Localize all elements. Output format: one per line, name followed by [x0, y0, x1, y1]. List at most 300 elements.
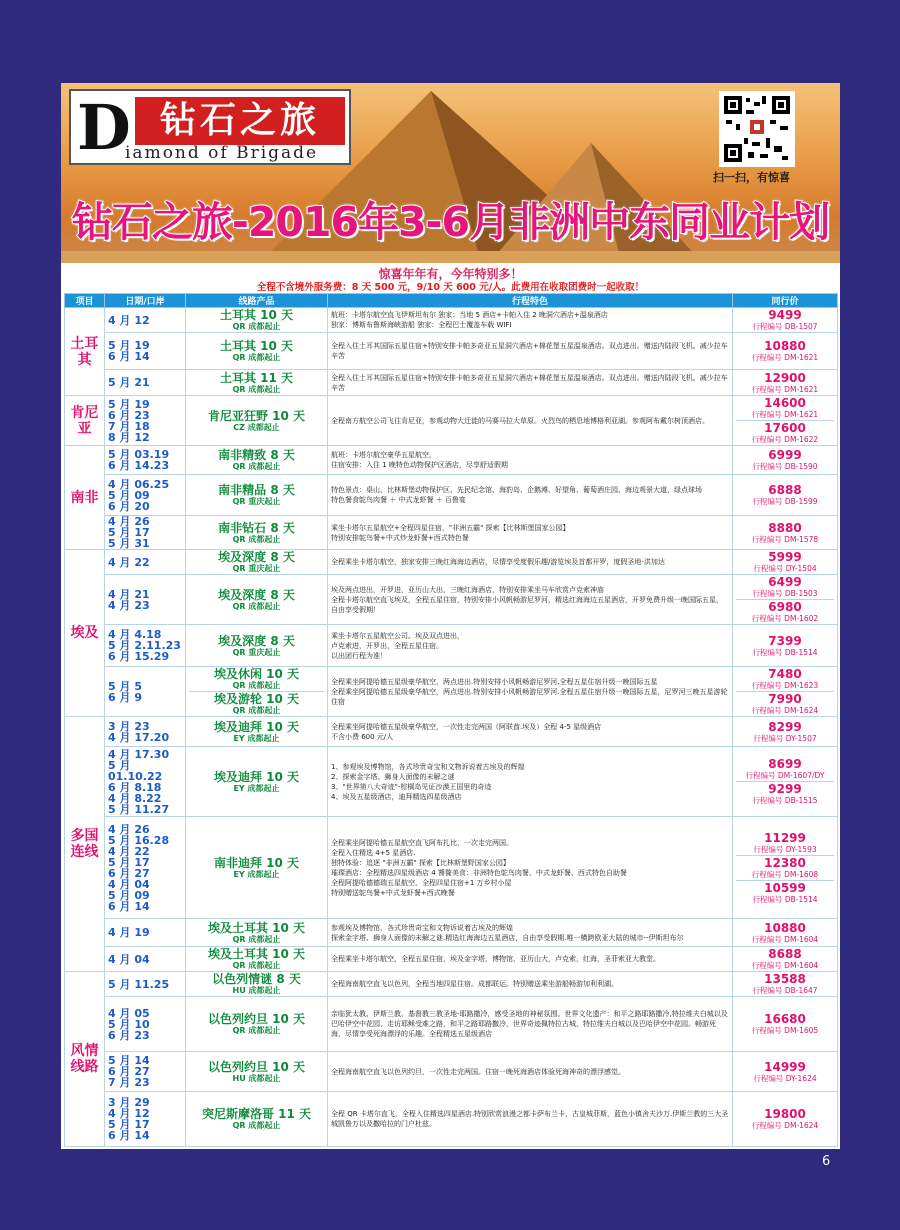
product-item[interactable]: [189, 720, 324, 744]
product-name: 南非迪拜 10 天: [213, 855, 300, 870]
itinerary-code: 行程编号 DM-1608: [751, 869, 819, 879]
product-airline: CZ 成都起止: [233, 422, 280, 432]
price-cell: [733, 817, 838, 919]
product-airline: QR 成都起止: [232, 1026, 281, 1035]
departure-date: 6 月 15.29: [108, 650, 170, 663]
price-cell: [733, 550, 838, 575]
itinerary-code: 行程编号 DM-1604: [751, 934, 819, 944]
price-value: 6499: [768, 575, 802, 589]
price-value: 14600: [764, 396, 806, 410]
product-name: 埃及深度 8 天: [218, 550, 295, 564]
product-cell: [186, 919, 328, 947]
departure-date: 4 月 12: [108, 1107, 150, 1120]
price-value: 8699: [768, 757, 802, 771]
service-fee-notice: 全程不含境外服务费：8 天 500 元，9/10 天 600 元/人。此费用在收取团费时一起收取！: [256, 282, 645, 293]
table-row: [65, 396, 838, 446]
itinerary-code: 行程编号 DB-1514: [752, 894, 818, 904]
price-block: [736, 575, 834, 599]
departure-date: 5 月 16.28: [108, 833, 170, 847]
departure-date: 5 月 2.11.23: [108, 639, 181, 652]
product-airline: QR 成都起止: [232, 534, 281, 544]
price-value: 9499: [768, 308, 802, 322]
product-airline: QR 成都起止: [232, 601, 281, 611]
price-value: 12900: [764, 370, 806, 385]
price-cell: [733, 667, 838, 717]
price-value: 17600: [764, 421, 806, 435]
col-dates: 日期/口岸: [105, 294, 186, 308]
price-cell: [733, 1092, 838, 1147]
price-block: [736, 634, 834, 658]
itinerary-code: 行程编号 DM-1602: [751, 614, 819, 623]
departure-date: 5 月 09: [108, 888, 150, 902]
table-header-row: [65, 294, 838, 308]
itinerary-features: [328, 625, 733, 667]
product-item[interactable]: [189, 1060, 324, 1084]
product-name: 土耳其 10 天: [219, 339, 294, 353]
itinerary-code: 行程编号 DM-1605: [751, 1026, 819, 1035]
itinerary-code: 行程编号 DM-1607/DY: [745, 771, 825, 780]
product-item[interactable]: [189, 856, 324, 880]
price-cell: [733, 919, 838, 947]
departure-date: 5 月 17: [108, 526, 150, 539]
product-name: 南非精致 8 天: [218, 448, 295, 462]
product-item[interactable]: [189, 483, 324, 507]
product-airline: QR 成都起止: [232, 934, 281, 944]
product-item[interactable]: [189, 1012, 324, 1036]
itinerary-code: 行程编号 DB-1647: [752, 986, 818, 995]
itinerary-code: 行程编号 DB-1599: [752, 497, 818, 506]
table-row: [65, 919, 838, 947]
price-block: [736, 757, 834, 781]
price-value: 5999: [768, 550, 802, 564]
product-airline: QR 重庆起止: [232, 497, 281, 506]
departure-date: 7 月 18: [108, 419, 150, 433]
price-block: [736, 720, 834, 744]
product-item[interactable]: [189, 1107, 324, 1131]
itinerary-features: [328, 1092, 733, 1147]
itinerary-code: 行程编号 DY-1507: [753, 733, 817, 743]
features-text: 全程乘坐阿提哈德五星级豪华航空，两点进出.特别安排小风帆畅游尼罗河.全程五星住宿升级一晚国际五星 全程乘坐阿提哈德五星级豪华航空，两点进出.特别安排小风帆畅游尼罗河.全程五星住宿升级一晚国际五星，尼罗河三晚五星游轮住宿: [331, 677, 728, 706]
table-row: [65, 817, 838, 919]
departure-date: 5 月 10: [108, 1017, 150, 1031]
itinerary-code: 行程编号 DY-1593: [753, 844, 817, 854]
price-block: [736, 420, 834, 445]
product-name: 埃及休闲 10 天: [213, 667, 300, 681]
departure-date: 3 月 29: [108, 1096, 150, 1109]
logo-chinese-name: 钻石之旅: [135, 97, 345, 145]
itinerary-features: [328, 396, 733, 446]
departure-date: 4 月 23: [108, 598, 150, 612]
product-airline: QR 成都起止: [232, 322, 281, 331]
price-value: 7480: [768, 667, 802, 681]
features-text: 航班：卡塔尔航空直飞伊斯坦布尔 独家：当地 5 酒店+卡帕入住 2 晚洞穴酒店+温泉酒店 独家：博斯布鲁斯海峡游船 独家：全程巴士覆盖车载 WIFI: [331, 311, 608, 329]
departure-date: 4 月 04: [108, 877, 150, 891]
itinerary-features: [328, 747, 733, 817]
price-block: [736, 339, 834, 363]
page-number: 6: [822, 1154, 831, 1169]
dates-cell: [105, 446, 186, 475]
dates-cell: [105, 1052, 186, 1092]
header-banner: [61, 83, 840, 263]
product-cell: [186, 1052, 328, 1092]
departure-date: 4 月 19: [108, 926, 150, 939]
features-text: 全程乘坐卡塔尔航空，独家安排三晚红海海边酒店，尽情享受度假乐趣/游览埃及首都开罗，度假圣地-洪加达: [331, 558, 665, 566]
table-row: [65, 717, 838, 747]
departure-date: 4 月 17.20: [108, 730, 170, 744]
product-airline: QR 重庆起止: [232, 564, 281, 573]
price-value: 8688: [768, 947, 802, 961]
features-text: 全程南方航空公司飞往肯尼亚，参观动物大迁徙的马赛马拉大草原。火烈鸟的栖息地博格利亚湖。参观阿布戴尔树顶酒店。: [331, 416, 709, 425]
product-item[interactable]: [189, 521, 324, 545]
product-airline: EY 成都起止: [233, 783, 280, 793]
price-cell: [733, 575, 838, 625]
product-airline: QR 成都起止: [232, 1121, 281, 1130]
product-cell: [186, 333, 328, 370]
dates-cell: [105, 1092, 186, 1147]
table-row: [65, 575, 838, 625]
features-text: 航班：卡塔尔航空豪华五星航空， 住宿安排：入住 1 晚特色动物保护区酒店，尽享舒适假期: [331, 451, 508, 469]
itinerary-code: 行程编号 DM-1604: [751, 961, 819, 970]
price-block: [736, 667, 834, 691]
product-cell: [186, 308, 328, 333]
product-airline: QR 成都起止: [232, 353, 281, 362]
table-body: [65, 308, 838, 1147]
price-value: 16680: [764, 1012, 806, 1026]
itinerary-features: [328, 947, 733, 972]
product-item[interactable]: [189, 409, 324, 433]
departure-date: 5 月 01.10.22: [108, 758, 163, 783]
departure-date: 4 月 22: [108, 555, 150, 569]
product-cell: [186, 550, 328, 575]
features-text: 全程乘坐阿提哈德五星航空直飞阿布扎比，一次走完两国。 全程入住精选 4+5 星酒店. 独特体验：追逐 "非洲五霸" 探索【比林斯堡野国家公园】 璀璨酒店：全程精选四星级酒店 4 饕餮美食：非洲特色鸵鸟肉餐、中式龙虾餐、西式特色自助餐 全程阿提哈德德瑞五星航空，全程四星住宿+1 万乡村小屋 特别赠送鸵鸟餐+中式龙虾餐+西式晚餐: [331, 838, 627, 897]
price-block: [736, 371, 834, 395]
price-cell: [733, 516, 838, 550]
product-airline: QR 重庆起止: [232, 647, 281, 657]
departure-date: 5 月 03.19: [108, 448, 170, 461]
itinerary-code: 行程编号 DM-1624: [751, 706, 819, 715]
product-name: 埃及深度 8 天: [218, 587, 295, 602]
itinerary-code: 行程编号 DM-1621: [751, 410, 819, 419]
dates-cell: [105, 370, 186, 396]
price-block: [736, 855, 834, 880]
features-text: 全程海南航空直飞以色列，全程当地四星住宿。成都联运。特别赠送乘坐游船畅游加利利湖。: [331, 980, 618, 988]
price-cell: [733, 972, 838, 997]
dates-cell: [105, 396, 186, 446]
product-name: 埃及迪拜 10 天: [213, 719, 300, 734]
product-name: 南非钻石 8 天: [218, 520, 295, 535]
price-cell: [733, 308, 838, 333]
departure-date: 6 月 23: [108, 408, 150, 422]
product-item[interactable]: [189, 634, 324, 658]
product-airline: EY 成都起止: [233, 733, 280, 743]
product-name: 埃及土耳其 10 天: [207, 920, 306, 935]
dates-cell: [105, 516, 186, 550]
price-cell: [733, 475, 838, 516]
product-name: 以色列约旦 10 天: [207, 1012, 306, 1026]
itinerary-features: [328, 997, 733, 1052]
price-block: [736, 396, 834, 420]
tour-plan-table: [64, 293, 838, 1147]
product-name: 南非精品 8 天: [218, 483, 295, 497]
features-text: 全程入住土耳其国际五星住宿+特别安排卡帕多奇亚五星洞穴酒店+棉花堡五星温泉酒店。双点进出。赠送内陆段飞机。减少拉车辛苦: [331, 373, 728, 392]
itinerary-features: [328, 308, 733, 333]
product-cell: [186, 667, 328, 717]
product-airline: QR 成都起止: [232, 961, 281, 970]
price-block: [736, 691, 834, 716]
table-row: [65, 446, 838, 475]
itinerary-code: 行程编号 DB-1503: [752, 589, 818, 598]
price-block: [736, 947, 834, 971]
itinerary-code: 行程编号 DY-1624: [753, 1073, 817, 1083]
price-block: [736, 599, 834, 624]
itinerary-features: [328, 919, 733, 947]
table-row: [65, 370, 838, 396]
price-cell: [733, 446, 838, 475]
region-cell: 多国连线: [65, 717, 105, 972]
price-value: 12380: [764, 855, 806, 870]
product-item[interactable]: [189, 972, 324, 996]
col-features: 行程特色: [328, 294, 733, 308]
product-item[interactable]: [189, 921, 324, 945]
departure-date: 6 月 14: [108, 1129, 150, 1142]
table-row: [65, 475, 838, 516]
price-value: 8299: [768, 719, 802, 734]
itinerary-features: [328, 667, 733, 717]
table-row: [65, 747, 838, 817]
qr-caption: 扫一扫，有惊喜: [713, 171, 790, 184]
table-row: [65, 550, 838, 575]
product-cell: [186, 475, 328, 516]
product-name: 埃及深度 8 天: [218, 633, 295, 648]
dates-cell: [105, 333, 186, 370]
itinerary-features: [328, 717, 733, 747]
features-text: 特色景点：桌山、比林斯堡动物保护区、先民纪念馆、海豹岛、企鹅滩、好望角、葡萄酒庄园、海边观景大道、绿点球场 特色餐食鸵鸟肉餐 ＋ 中式龙虾餐 ＋ 百鲁宴: [331, 486, 702, 504]
features-text: 全程入住土耳其国际五星住宿+特别安排卡帕多奇亚五星洞穴酒店+棉花堡五星温泉酒店。双点进出。赠送内陆段飞机。减少拉车辛苦: [331, 342, 728, 360]
itinerary-code: 行程编号 DB-1590: [752, 462, 818, 471]
product-airline: EY 成都起止: [233, 869, 280, 879]
itinerary-code: 行程编号 DM-1621: [751, 353, 819, 362]
features-text: 乘坐卡塔尔五星航空+全程四星住宿，"非洲五霸" 探索【比林斯堡国家公园】 特别安排鸵鸟餐+中式炒龙虾餐+西式特色餐: [331, 523, 570, 542]
price-cell: [733, 997, 838, 1052]
price-cell: [733, 717, 838, 747]
departure-date: 4 月 8.22: [108, 791, 162, 805]
product-name: 埃及土耳其 10 天: [207, 947, 306, 961]
itinerary-code: 行程编号 DM-1622: [751, 435, 819, 444]
departure-date: 5 月 19: [108, 339, 150, 352]
departure-date: 4 月 12: [108, 313, 150, 327]
table-row: [65, 333, 838, 370]
product-airline: HU 成都起止: [232, 986, 281, 995]
logo-letter: D: [77, 91, 131, 164]
price-value: 6999: [768, 448, 802, 462]
product-name: 埃及游轮 10 天: [213, 692, 300, 706]
itinerary-code: 行程编号 DM-1624: [751, 1121, 819, 1130]
product-item[interactable]: [189, 448, 324, 472]
departure-date: 3 月 23: [108, 719, 150, 733]
itinerary-features: [328, 333, 733, 370]
itinerary-code: 行程编号 DM-1578: [751, 534, 819, 544]
features-text: 乘坐卡塔尔五星航空公司。埃及双点进出， 卢克索进，开罗出，全程五星住宿。 以出团行程为准！: [331, 631, 464, 660]
itinerary-code: 行程编号 DB-1514: [752, 647, 818, 657]
product-name: 肯尼亚狂野 10 天: [207, 408, 306, 423]
itinerary-features: [328, 817, 733, 919]
itinerary-code: 行程编号 DY-1504: [753, 564, 817, 573]
itinerary-code: 行程编号 DM-1623: [751, 681, 819, 690]
itinerary-features: [328, 575, 733, 625]
dates-cell: [105, 747, 186, 817]
product-item[interactable]: [189, 550, 324, 574]
region-cell: 土耳其: [65, 308, 105, 396]
departure-date: 4 月 21: [108, 587, 150, 601]
departure-date: 5 月 11.27: [108, 802, 170, 816]
product-name: 突尼斯摩洛哥 11 天: [201, 1107, 312, 1121]
price-block: [736, 550, 834, 574]
departure-date: 6 月 27: [108, 866, 150, 880]
price-block: [736, 972, 834, 996]
qr-code-icon: [722, 94, 792, 164]
price-value: 6980: [768, 600, 802, 614]
price-cell: [733, 333, 838, 370]
product-item[interactable]: [189, 770, 324, 794]
price-block: [736, 1060, 834, 1084]
departure-date: 4 月 26: [108, 515, 150, 528]
departure-date: 5 月 17: [108, 1118, 150, 1131]
itinerary-code: 行程编号 DB-1515: [752, 796, 818, 805]
table-row: [65, 308, 838, 333]
departure-date: 6 月 23: [108, 1028, 150, 1042]
region-cell: 南非: [65, 446, 105, 550]
product-item[interactable]: [189, 371, 324, 395]
dates-cell: [105, 667, 186, 717]
dates-cell: [105, 717, 186, 747]
dates-cell: [105, 575, 186, 625]
price-value: 10599: [764, 880, 806, 895]
product-item[interactable]: [189, 667, 324, 691]
itinerary-features: [328, 1052, 733, 1092]
price-cell: [733, 747, 838, 817]
departure-date: 4 月 05: [108, 1006, 150, 1020]
region-cell: 风情线路: [65, 972, 105, 1147]
product-item[interactable]: [189, 947, 324, 971]
departure-date: 5 月 17: [108, 855, 150, 869]
product-cell: [186, 370, 328, 396]
features-text: 亲临犹太教、伊斯兰教、基督教三教圣地-耶路撒冷，感受圣地的神秘氛围。世界文化遗产：和平之路耶路撒冷,特拉维夫白城以及巴哈伊空中花园、走访耶稣受难之路，和平之路耶路撒冷，世界奇迹佩特拉古城，特拉维夫白城以及巴哈伊空中花园。畅游死海，尽情享受死海漂浮的乐趣。全程精选五星级酒店: [331, 1010, 728, 1038]
features-text: 全程 QR 卡塔尔直飞，全程入住精选四星酒店.特别欣赏浪漫之都卡萨布兰卡，古皇城菲斯，蓝色小镇舍夫沙万.伊斯兰教的三大圣城凯鲁万以及撒哈拉的门户杜兹。: [331, 1110, 729, 1128]
product-name: 埃及迪拜 10 天: [213, 769, 300, 784]
table-row: [65, 667, 838, 717]
price-block: [736, 831, 834, 855]
product-cell: [186, 625, 328, 667]
product-cell: [186, 1092, 328, 1147]
price-value: 7399: [768, 633, 802, 648]
product-name: 土耳其 10 天: [219, 308, 294, 322]
itinerary-features: [328, 475, 733, 516]
product-item[interactable]: [189, 339, 324, 363]
dates-cell: [105, 625, 186, 667]
region-cell: 肯尼亚: [65, 396, 105, 446]
product-airline: QR 成都起止: [232, 681, 281, 690]
price-cell: [733, 947, 838, 972]
departure-date: 5 月 14: [108, 1054, 150, 1067]
price-value: 7990: [768, 692, 802, 706]
features-text: 全程海南航空直飞以色列约旦，一次性走完两国。住宿一晚死海酒店体验死海神奇的漂浮感觉。: [331, 1067, 625, 1076]
departure-date: 6 月 8.18: [108, 780, 162, 794]
product-cell: [186, 972, 328, 997]
product-item[interactable]: [189, 691, 324, 716]
table-row: [65, 1092, 838, 1147]
product-cell: [186, 817, 328, 919]
departure-date: 6 月 14: [108, 350, 150, 363]
product-cell: [186, 997, 328, 1052]
dates-cell: [105, 550, 186, 575]
table-row: [65, 1052, 838, 1092]
price-block: [736, 921, 834, 945]
departure-date: 5 月 09: [108, 488, 150, 502]
price-value: 10880: [764, 920, 806, 935]
departure-date: 7 月 23: [108, 1076, 150, 1089]
price-value: 10880: [764, 339, 806, 353]
qr-code[interactable]: [719, 91, 795, 167]
table-row: [65, 997, 838, 1052]
departure-date: 4 月 04: [108, 952, 150, 966]
region-cell: 埃及: [65, 550, 105, 717]
features-text: 参观埃及博物馆，各式珍贵奇宝和文物诉说着古埃及的辉煌 探索金字塔、狮身人面像的未解之谜.精选红海海边五星酒店，自由享受假期.唯一横跨欧亚大陆的城市--伊斯坦布尔: [331, 923, 684, 942]
product-name: 以色列情谜 8 天: [212, 972, 301, 986]
price-cell: [733, 396, 838, 446]
price-block: [736, 1107, 834, 1131]
product-item[interactable]: [189, 308, 324, 332]
table-row: [65, 947, 838, 972]
promo-headline: 惊喜年年有，今年特别多！: [378, 267, 523, 281]
product-item[interactable]: [189, 588, 324, 612]
itinerary-code: 行程编号 DB-1507: [752, 322, 818, 331]
price-block: [736, 521, 834, 545]
itinerary-features: [328, 550, 733, 575]
price-block: [736, 880, 834, 905]
departure-date: 5 月 21: [108, 376, 150, 389]
table-row: [65, 516, 838, 550]
price-block: [736, 1012, 834, 1036]
col-product: 线路产品: [186, 294, 328, 308]
features-text: 埃及两点进出，开罗进，亚历山大出，三晚红海酒店，特别安排乘坐马车欣赏卢克索神庙 全程卡塔尔航空直飞埃及，全程五星住宿，特别安排小风帆畅游尼罗河，精选红海海边五星酒店，开罗免费升级一晚国际五星，自由享受假期！: [331, 585, 723, 614]
product-airline: QR 成都起止: [232, 462, 281, 471]
product-airline: HU 成都起止: [232, 1073, 281, 1083]
departure-date: 5 月 11.25: [108, 977, 170, 991]
departure-date: 6 月 9: [108, 690, 142, 704]
departure-date: 4 月 4.18: [108, 628, 162, 641]
departure-date: 4 月 22: [108, 844, 150, 858]
itinerary-features: [328, 516, 733, 550]
departure-date: 5 月 31: [108, 537, 150, 550]
price-cell: [733, 1052, 838, 1092]
product-airline: QR 成都起止: [232, 384, 281, 394]
departure-date: 6 月 14.23: [108, 459, 170, 472]
itinerary-features: [328, 972, 733, 997]
product-airline: QR 成都起止: [232, 706, 281, 715]
product-cell: [186, 747, 328, 817]
product-cell: [186, 947, 328, 972]
table-row: [65, 625, 838, 667]
dates-cell: [105, 919, 186, 947]
price-cell: [733, 370, 838, 396]
product-cell: [186, 717, 328, 747]
price-value: 8880: [768, 520, 802, 535]
features-text: 全程乘坐卡塔尔航空，全程五星住宿，埃及金字塔，博物馆，亚历山大，卢克索，红海，圣菲索亚大教堂。: [331, 955, 660, 963]
departure-date: 6 月 14: [108, 899, 150, 913]
dates-cell: [105, 817, 186, 919]
dates-cell: [105, 997, 186, 1052]
brochure-sheet: [61, 83, 840, 1149]
